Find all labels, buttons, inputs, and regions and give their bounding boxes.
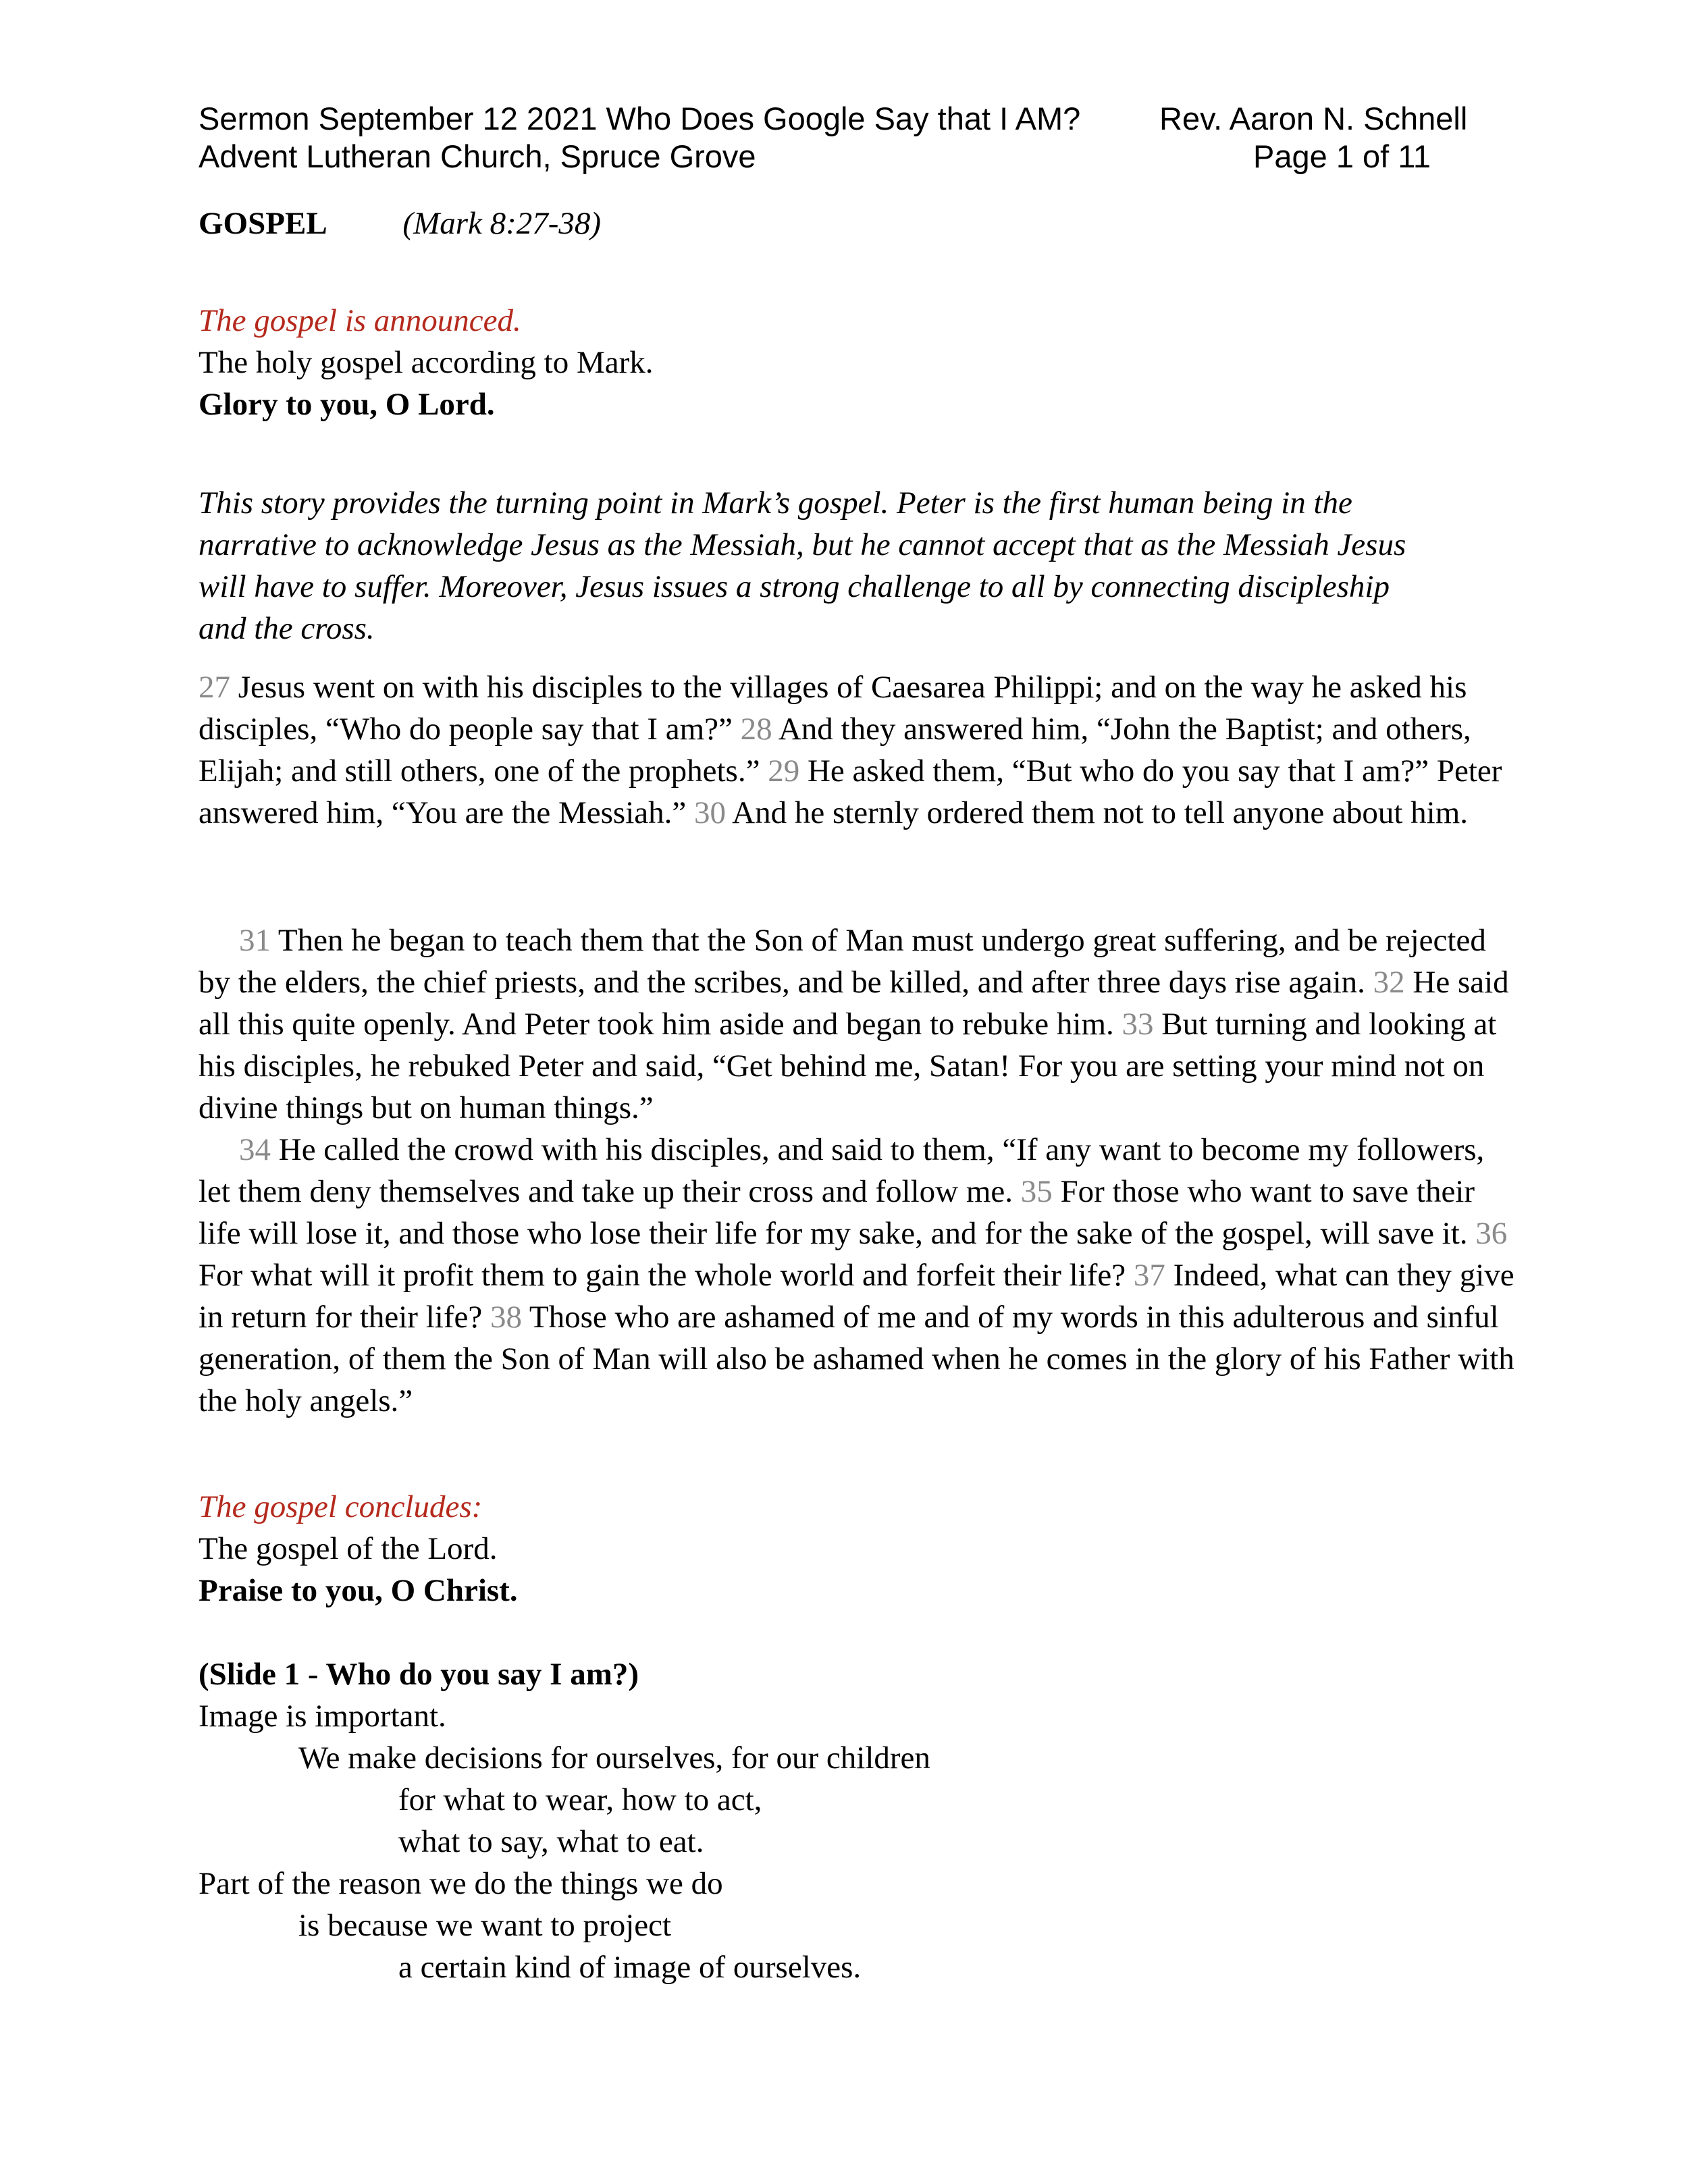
intro-line: and the cross. <box>199 611 375 646</box>
header-author: Rev. Aaron N. Schnell <box>1159 101 1468 136</box>
announce-rubric: The gospel is announced. <box>199 303 521 338</box>
verse-number: 36 <box>1475 1216 1508 1251</box>
verse-text: And they answered him, “John the Baptist; and others, Elijah; and still others, one of the prophets.” <box>199 712 1471 789</box>
header-page-number: Page 1 of 11 <box>1253 138 1431 174</box>
conclude-rubric: The gospel concludes: <box>199 1489 483 1524</box>
verse-text: Then he began to teach them that the Son of Man must undergo great suffering, and be rejected by the elders, the chief priests, and the scribes, and be killed, and after three days rise again. <box>199 923 1486 1000</box>
verse-number: 38 <box>490 1300 522 1335</box>
verse-text: And he sternly ordered them not to tell anyone about him. <box>726 795 1469 830</box>
verse-text: But turning and looking at his disciples, he rebuked Peter and said, “Get behind me, Satan! For you are setting your mind not on divine things but on human things.” <box>199 1007 1497 1125</box>
scripture-paragraph-3 <box>199 1129 1515 1422</box>
verse-text: He called the crowd with his disciples, and said to them, “If any want to become my followers, let them deny themselves and take up their cross and follow me. <box>199 1132 1485 1209</box>
verse-text: He said all this quite openly. And Peter took him aside and began to rebuke him. <box>199 965 1509 1042</box>
sermon-line: a certain kind of image of ourselves. <box>398 1950 862 1985</box>
verse-number: 37 <box>1133 1258 1165 1293</box>
sermon-line: what to say, what to eat. <box>398 1824 704 1859</box>
sermon-line: Image is important. <box>199 1699 446 1734</box>
verse-number: 33 <box>1122 1007 1154 1042</box>
verse-number: 32 <box>1373 965 1405 1000</box>
slide-heading: (Slide 1 - Who do you say I am?) <box>199 1657 639 1692</box>
sermon-line: for what to wear, how to act, <box>398 1782 762 1817</box>
conclude-line: The gospel of the Lord. <box>199 1531 498 1566</box>
verse-number: 34 <box>239 1132 271 1167</box>
intro-line: will have to suffer. Moreover, Jesus issues a strong challenge to all by connecting discipleship <box>199 569 1390 604</box>
verse-number: 27 <box>199 670 230 705</box>
sermon-line: is because we want to project <box>298 1908 672 1943</box>
intro-line: narrative to acknowledge Jesus as the Messiah, but he cannot accept that as the Messiah Jesus <box>199 527 1406 562</box>
verse-number: 30 <box>694 795 726 830</box>
gospel-conclusion <box>199 1486 1515 1612</box>
verse-number: 28 <box>740 712 772 747</box>
verse-text: Those who are ashamed of me and of my words in this adulterous and sinful generation, of them the Son of Man will also be ashamed when he comes in the glory of his Father with the holy angels.” <box>199 1300 1514 1418</box>
conclude-response: Praise to you, O Christ. <box>199 1573 518 1608</box>
header-title: Sermon September 12 2021 Who Does Google Say that I AM? <box>199 101 1081 136</box>
header-church: Advent Lutheran Church, Spruce Grove <box>199 138 756 174</box>
sermon-line: We make decisions for ourselves, for our children <box>298 1740 930 1776</box>
gospel-reference: (Mark 8:27-38) <box>402 206 602 241</box>
scripture-paragraph-2 <box>199 920 1515 1129</box>
announce-line: The holy gospel according to Mark. <box>199 345 654 380</box>
gospel-announcement <box>199 300 1515 425</box>
verse-number: 29 <box>768 753 800 789</box>
sermon-body <box>199 1653 1515 1988</box>
scripture-paragraph-1 <box>199 666 1515 834</box>
verse-text: Jesus went on with his disciples to the villages of Caesarea Philippi; and on the way he asked his disciples, “Who do people say that I am?” <box>199 670 1467 747</box>
verse-text: He asked them, “But who do you say that I am?” Peter answered him, “You are the Messiah.” <box>199 753 1502 830</box>
intro-paragraph <box>199 482 1515 649</box>
gospel-label: GOSPEL <box>199 206 327 241</box>
intro-line: This story provides the turning point in Mark’s gospel. Peter is the first human being in the <box>199 485 1352 521</box>
verse-text: For those who want to save their life will lose it, and those who lose their life for my sake, and for the sake of the gospel, will save it. <box>199 1174 1476 1251</box>
sermon-line: Part of the reason we do the things we do <box>199 1866 723 1901</box>
verse-text: Indeed, what can they give in return for their life? <box>199 1258 1514 1335</box>
verse-text: For what will it profit them to gain the whole world and forfeit their life? <box>199 1258 1134 1293</box>
announce-response: Glory to you, O Lord. <box>199 387 495 422</box>
verse-number: 35 <box>1020 1174 1053 1209</box>
gospel-heading <box>199 203 1515 244</box>
verse-number: 31 <box>239 923 271 958</box>
